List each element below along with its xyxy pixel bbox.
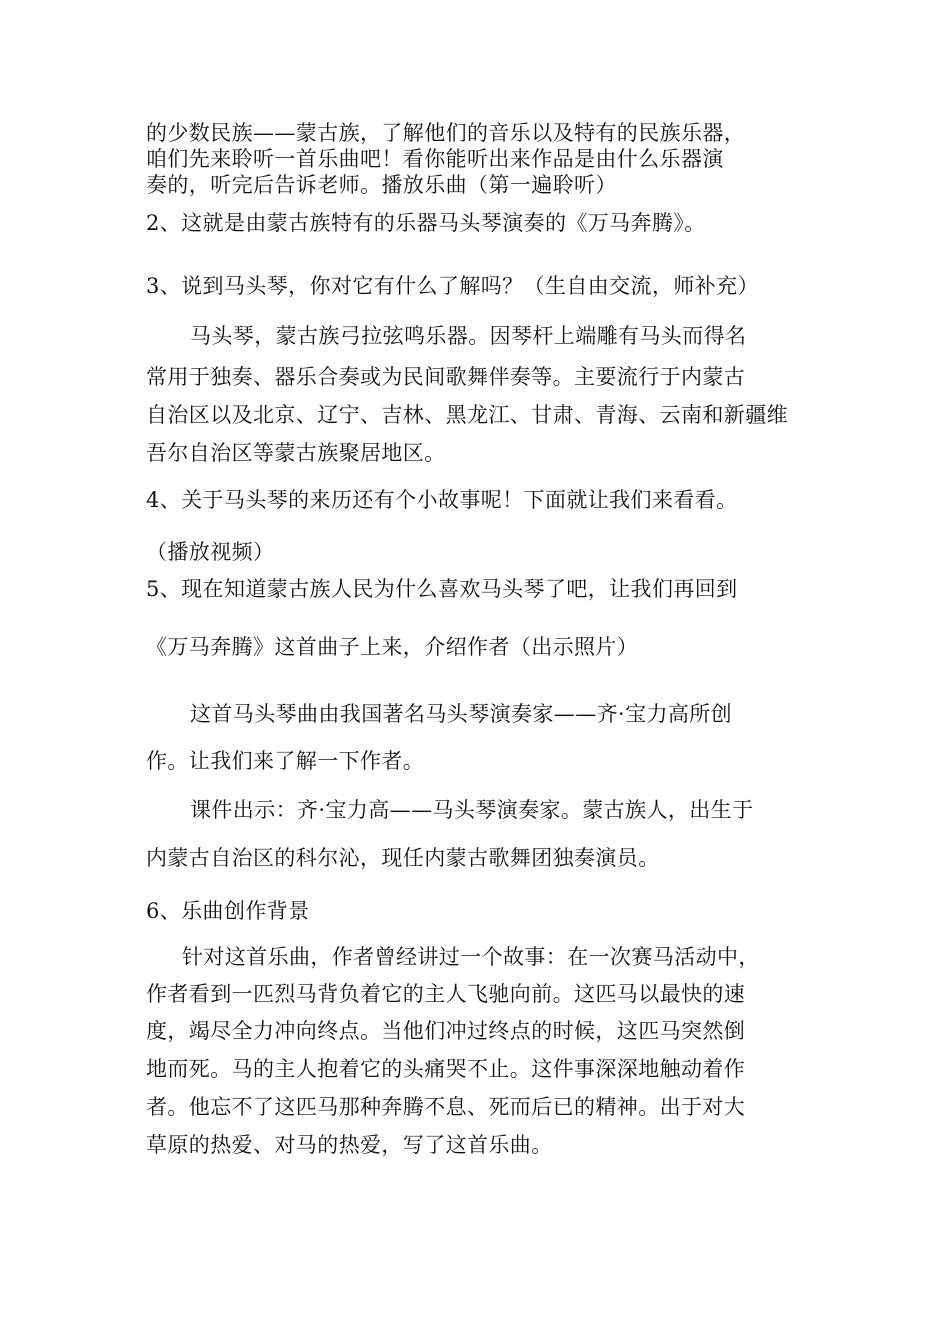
- text-line: 地而死。马的主人抱着它的头痛哭不止。这件事深深地触动着作: [146, 1057, 746, 1081]
- step-3-line: 3、说到马头琴，你对它有什么了解吗？（生自由交流，师补充）: [146, 274, 759, 298]
- text-line: 作者看到一匹烈马背负着它的主人飞驰向前。这匹马以最快的速: [146, 982, 746, 1006]
- text-line: 咱们先来聆听一首乐曲吧！看你能听出来作品是由什么乐器演: [146, 147, 724, 171]
- text-line: 马头琴，蒙古族弓拉弦鸣乐器。因琴杆上端雕有马头而得名: [190, 324, 747, 348]
- text-line: 作。让我们来了解一下作者。: [146, 749, 425, 773]
- step-5-line: 5、现在知道蒙古族人民为什么喜欢马头琴了吧，让我们再回到: [146, 577, 738, 601]
- text-line: 常用于独奏、器乐合奏或为民间歌舞伴奏等。主要流行于内蒙古: [146, 365, 746, 389]
- step-2-line: 2、这就是由蒙古族特有的乐器马头琴演奏的《万马奔腾》。: [146, 211, 706, 235]
- text-line: 针对这首乐曲，作者曾经讲过一个故事：在一次赛马活动中，: [182, 945, 760, 969]
- text-line: 这首马头琴曲由我国著名马头琴演奏家——齐·宝力高所创: [190, 702, 733, 726]
- text-line: 吾尔自治区等蒙古族聚居地区。: [146, 441, 446, 465]
- text-line: （播放视频）: [146, 540, 275, 564]
- text-line: 课件出示：齐·宝力高——马头琴演奏家。蒙古族人，出生于: [190, 798, 754, 822]
- text-line: 草原的热爱、对马的热爱，写了这首乐曲。: [146, 1133, 553, 1157]
- text-line: 的少数民族——蒙古族，了解他们的音乐以及特有的民族乐器，: [146, 121, 746, 145]
- text-line: 内蒙古自治区的科尔沁，现任内蒙古歌舞团独奏演员。: [146, 846, 660, 870]
- step-4-line: 4、关于马头琴的来历还有个小故事呢！下面就让我们来看看。: [146, 488, 738, 512]
- text-line: 自治区以及北京、辽宁、吉林、黑龙江、甘肃、青海、云南和新疆维: [146, 403, 788, 427]
- text-line: 者。他忘不了这匹马那种奔腾不息、死而后已的精神。出于对大: [146, 1095, 746, 1119]
- text-line: 度，竭尽全力冲向终点。当他们冲过终点的时候，这匹马突然倒: [146, 1019, 746, 1043]
- text-line: 奏的，听完后告诉老师。播放乐曲（第一遍聆听）: [146, 173, 617, 197]
- text-line: 《万马奔腾》这首曲子上来，介绍作者（出示照片）: [146, 635, 639, 659]
- step-6-heading: 6、乐曲创作背景: [146, 899, 310, 923]
